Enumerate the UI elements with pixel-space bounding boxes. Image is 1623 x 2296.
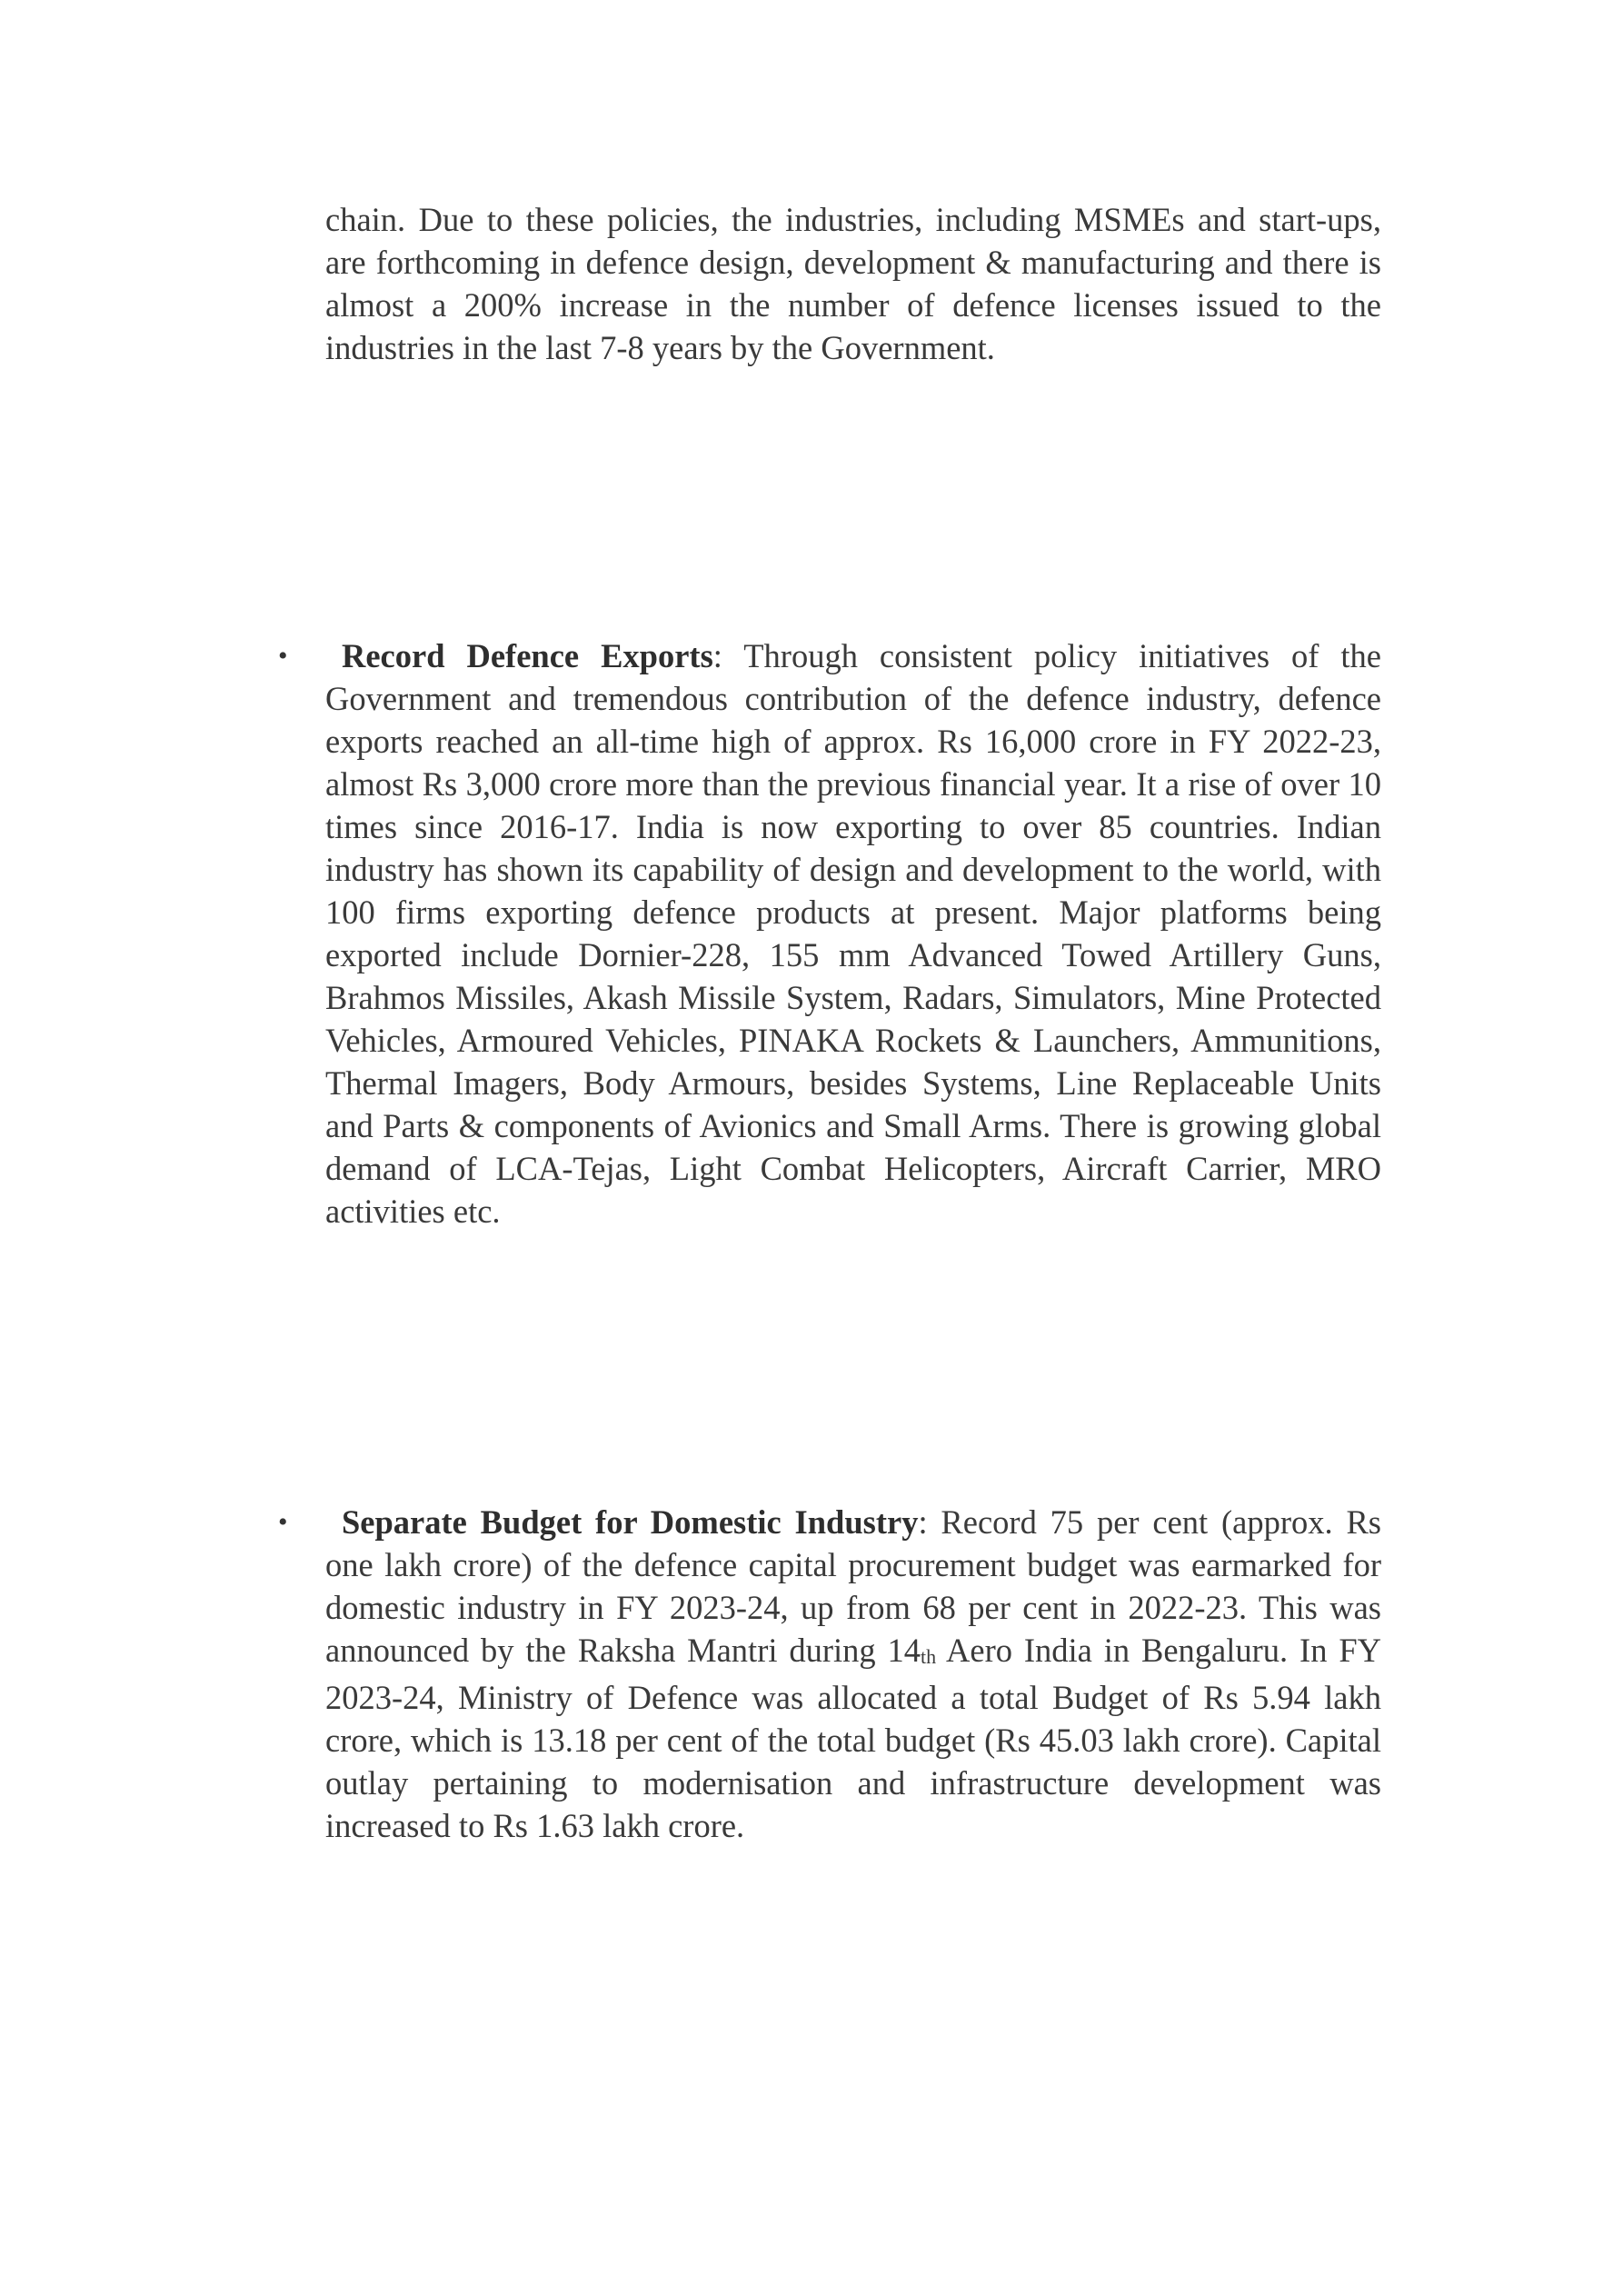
bullet-heading: Separate Budget for Domestic Industry (342, 1503, 919, 1541)
bullet-marker: • (278, 1507, 288, 1537)
intro-paragraph (325, 198, 1381, 369)
bullet-heading: Record Defence Exports (342, 637, 713, 674)
bullet-body-before: : Record 75 per cent (approx. Rs one lakh crore) of the defence capital procurement budget was earmarked for domestic industry in FY 2023-24, up from 68 per cent in 2022-23. This was announced by the Raksha Mantri during 14 (325, 1503, 1381, 1669)
bullet-body: : Through consistent policy initiatives of the Government and tremendous contribution of the defence industry, defence exports reached an all-time high of approx. Rs 16,000 crore in FY 2022-23, almost Rs 3,000 crore more than the previous financial year. It a rise of over 10 times since 2016-17. India is now exporting to over 85 countries. Indian industry has shown its capability of design and development to the world, with 100 firms exporting defence products at present. Major platforms being exported include Dornier-228, 155 mm Advanced Towed Artillery Guns, Brahmos Missiles, Akash Missile System, Radars, Simulators, Mine Protected Vehicles, Armoured Vehicles, PINAKA Rockets & Launchers, Ammunitions, Thermal Imagers, Body Armours, besides Systems, Line Replaceable Units and Parts & components of Avionics and Small Arms. There is growing global demand of LCA-Tejas, Light Combat Helicopters, Aircraft Carrier, MRO activities etc. (325, 637, 1381, 1230)
ordinal-suffix: th (921, 1645, 937, 1668)
bullet-marker: • (278, 641, 288, 671)
bullet-body-after: Aero India in Bengaluru. In FY 2023-24, Ministry of Defence was allocated a total Budget of Rs 5.94 lakh crore, which is 13.18 per cent of the total budget (Rs 45.03 lakh crore). Capital outlay pertaining to modernisation and infrastructure development was increased to Rs 1.63 lakh crore. (325, 1632, 1381, 1844)
separate-budget-paragraph (325, 1501, 1381, 1847)
record-defence-exports-paragraph (325, 634, 1381, 1233)
intro-text: chain. Due to these policies, the industries, including MSMEs and start-ups, are forthcoming in defence design, development & manufacturing and there is almost a 200% increase in the number of defence licenses issued to the industries in the last 7-8 years by the Government. (325, 201, 1381, 366)
